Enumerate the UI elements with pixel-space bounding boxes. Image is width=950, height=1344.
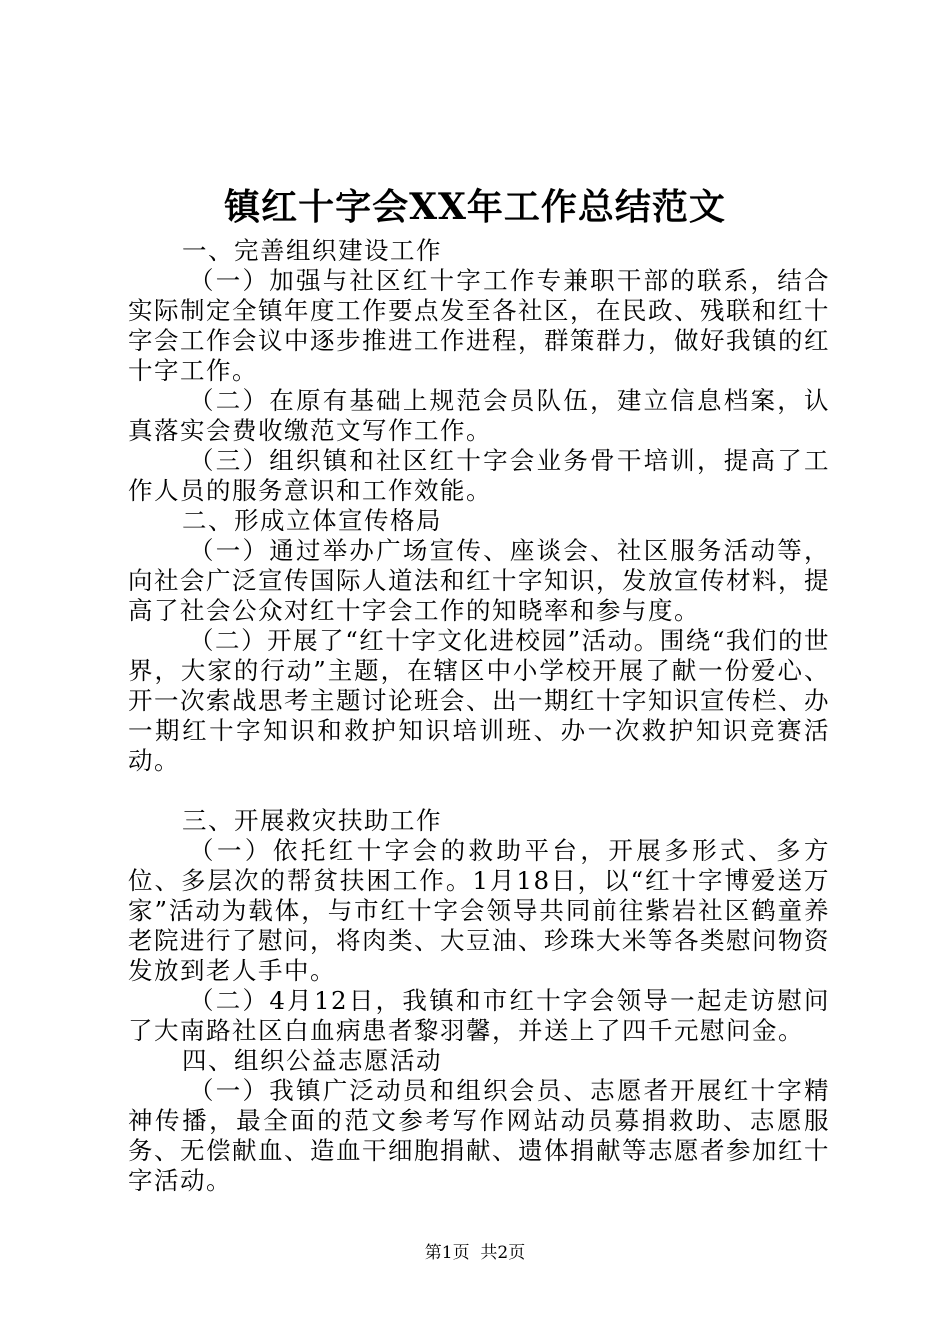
section-heading: 二、形成立体宣传格局 (182, 506, 442, 535)
document-title: 镇红十字会XX年工作总结范文 (224, 186, 726, 228)
paragraph: （一）我镇广泛动员和组织会员、志愿者开展红十字精神传播，最全面的范文参考写作网站动员募捐救助、志愿服务、无偿献血、造血干细胞捐献、遗体捐献等志愿者参加红十字活动。 (128, 1076, 830, 1195)
paragraph: （二）在原有基础上规范会员队伍，建立信息档案，认真落实会费收缴范文写作工作。 (128, 386, 830, 445)
paragraph: （三）组织镇和社区红十字会业务骨干培训，提高了工作人员的服务意识和工作效能。 (128, 446, 830, 505)
section-heading: 三、开展救灾扶助工作 (182, 806, 442, 835)
section-heading: 一、完善组织建设工作 (182, 236, 442, 265)
paragraph: （一）加强与社区红十字工作专兼职干部的联系，结合实际制定全镇年度工作要点发至各社区，在民政、残联和红十字会工作会议中逐步推进工作进程，群策群力，做好我镇的红十字工作。 (128, 266, 830, 385)
paragraph: （二）4月12日，我镇和市红十字会领导一起走访慰问了大南路社区白血病患者黎羽馨，并送上了四千元慰问金。 (128, 986, 830, 1045)
paragraph: （一）通过举办广场宣传、座谈会、社区服务活动等，向社会广泛宣传国际人道法和红十字知识，发放宣传材料，提高了社会公众对红十字会工作的知晓率和参与度。 (128, 536, 830, 625)
section-heading: 四、组织公益志愿活动 (182, 1046, 442, 1075)
paragraph: （二）开展了“红十字文化进校园”活动。围绕“我们的世界，大家的行动”主题，在辖区中小学校开展了献一份爱心、开一次索战思考主题讨论班会、出一期红十字知识宣传栏、办一期红十字知识和救护知识培训班、办一次救护知识竞赛活动。 (128, 626, 830, 775)
page-footer: 第1页 共2页 (424, 1243, 526, 1263)
document-body (128, 236, 830, 1196)
paragraph: （一）依托红十字会的救助平台，开展多形式、多方位、多层次的帮贫扶困工作。1月18日，以“红十字博爱送万家”活动为载体，与市红十字会领导共同前往紫岩社区鹤童养老院进行了慰问，将肉类、大豆油、珍珠大米等各类慰问物资发放到老人手中。 (128, 836, 830, 985)
paragraph-spacer (128, 776, 830, 806)
